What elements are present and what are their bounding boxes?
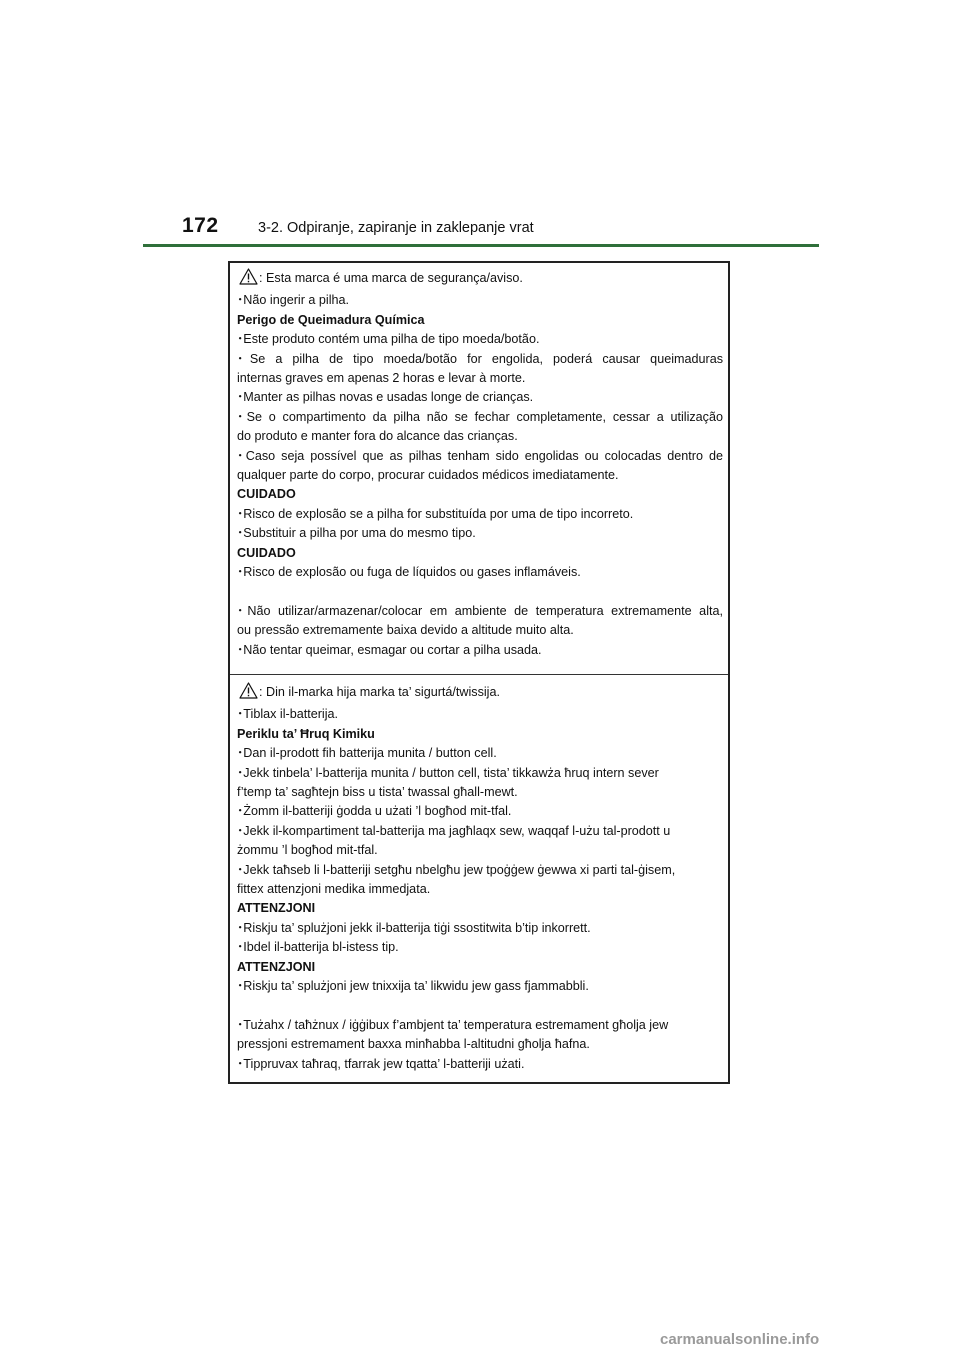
text-line: ･Se o compartimento da pilha não se fechar completamente, cessar a utilização: [237, 409, 723, 424]
text-line: ･Riskju ta’ splużjoni jekk il-batterija tiġi ssostitwita b’tip inkorrett.: [237, 920, 591, 935]
text-heading: ATTENZJONI: [237, 901, 316, 916]
blank-line: [237, 583, 723, 602]
text-line: ･Não tentar queimar, esmagar ou cortar a pilha usada.: [237, 642, 542, 657]
text-line: ･Ibdel il-batterija bl-istess tip.: [237, 940, 399, 955]
section-title: 3-2. Odpiranje, zapiranje in zaklepanje vrat: [258, 220, 534, 236]
text-line: do produto e manter fora do alcance das crianças.: [237, 429, 518, 444]
text-line: ･Tużahx / taħżnux / iġġibux f’ambjent ta’ temperatura estremament għolja jew: [237, 1017, 669, 1032]
text-line: ･Riskju ta’ splużjoni jew tnixxija ta’ likwidu jew gass fjammabbli.: [237, 979, 589, 994]
text-line: ･Se a pilha de tipo moeda/botão for engolida, poderá causar queimaduras: [237, 351, 723, 366]
warning-section-maltese: [237, 682, 723, 1074]
text-heading: Periklu ta’ Ħruq Kimiku: [237, 726, 375, 741]
text-line: ･Jekk il-kompartiment tal-batterija ma jagħlaqx sew, waqqaf l-użu tal-prodott u: [237, 823, 671, 838]
warning-triangle-icon: [239, 268, 258, 291]
text-line: ･Não ingerir a pilha.: [237, 293, 350, 308]
text-line: ･Manter as pilhas novas e usadas longe de crianças.: [237, 390, 534, 405]
text-line: qualquer parte do corpo, procurar cuidados médicos imediatamente.: [237, 468, 619, 483]
text-line: fittex attenzjoni medika immedjata.: [237, 882, 431, 897]
blank-line: [237, 997, 723, 1016]
text-heading: CUIDADO: [237, 487, 296, 502]
text-heading: ATTENZJONI: [237, 959, 316, 974]
warning-triangle-icon: [239, 682, 258, 705]
text-line: pressjoni estremament baxxa minħabba l-altitudni għolja ħafna.: [237, 1037, 590, 1052]
text-line: ･Risco de explosão ou fuga de líquidos ou gases inflamáveis.: [237, 565, 581, 580]
text-line: ･Não utilizar/armazenar/colocar em ambiente de temperatura extremamente alta,: [237, 603, 723, 618]
header-rule: [143, 244, 819, 247]
text-line: ･Jekk tinbela’ l-batterija munita / button cell, tista’ tikkawża ħruq intern sever: [237, 765, 659, 780]
text-line: ･Jekk taħseb li l-batteriji setgħu nbelgħu jew tpoġġew ġewwa xi parti tal-ġisem,: [237, 862, 676, 877]
section-divider: [230, 674, 728, 675]
text-line: : Din il-marka hija marka ta’ sigurtá/twissija.: [237, 682, 723, 705]
text-line: ･Dan il-prodott fih batterija munita / button cell.: [237, 746, 497, 761]
text-line: ou pressão extremamente baixa devido a altitude muito alta.: [237, 623, 574, 638]
text-line: ･Este produto contém uma pilha de tipo moeda/botão.: [237, 332, 540, 347]
warning-section-portuguese: [237, 268, 723, 660]
text-line: ･Risco de explosão se a pilha for substituída por uma de tipo incorreto.: [237, 506, 634, 521]
text-line: ･Substituir a pilha por uma do mesmo tipo.: [237, 526, 476, 541]
text-line: ･Tippruvax taħraq, tfarrak jew tqatta’ l-batteriji użati.: [237, 1056, 525, 1071]
page-number: 172: [182, 214, 219, 237]
watermark: carmanualsonline.info: [660, 1331, 820, 1348]
text-line: ･Żomm il-batteriji ġodda u użati ’l bogħod mit-tfal.: [237, 804, 512, 819]
text-heading: Perigo de Queimadura Química: [237, 312, 425, 327]
text-heading: CUIDADO: [237, 545, 296, 560]
text-line: ･Tiblax il-batterija.: [237, 707, 339, 722]
text-line: f’temp ta’ sagħtejn biss u tista’ twassal għall-mewt.: [237, 785, 518, 800]
text-line: ･Caso seja possível que as pilhas tenham sido engolidas ou colocadas dentro de: [237, 448, 723, 463]
text-line: żommu ’l bogħod mit-tfal.: [237, 843, 378, 858]
text-line: internas graves em apenas 2 horas e levar à morte.: [237, 371, 526, 386]
warning-box: [228, 261, 730, 1084]
text-line: : Esta marca é uma marca de segurança/aviso.: [237, 268, 723, 291]
